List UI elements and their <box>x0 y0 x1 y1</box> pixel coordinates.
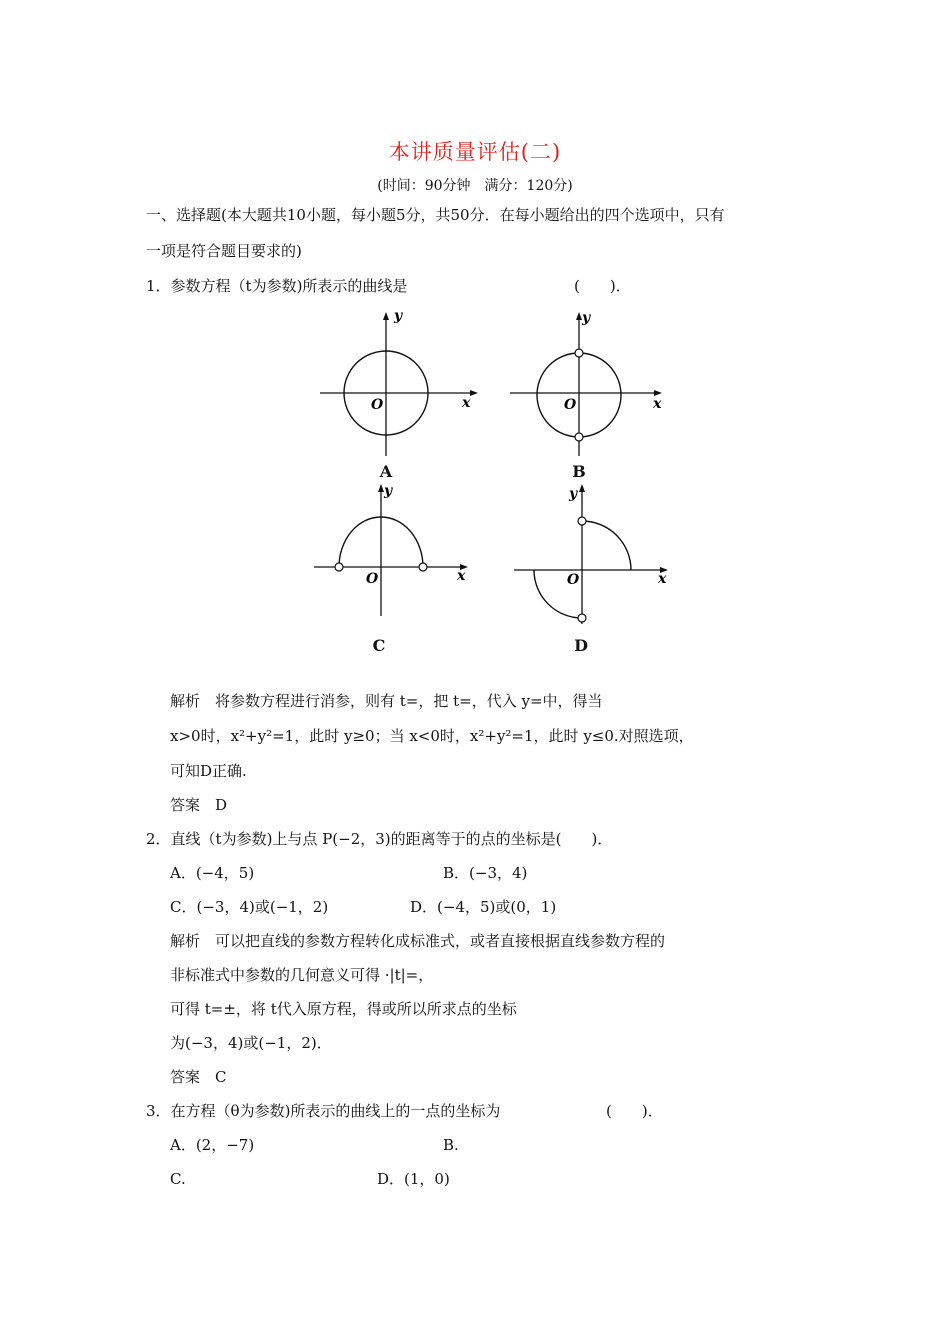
figure-d-y-label: y <box>569 486 578 502</box>
q2-analysis-line2: 非标准式中参数的几何意义可得 ·|t|=， <box>170 966 434 984</box>
q2-analysis-line1: 解析 可以把直线的参数方程转化成标准式，或者直接根据直线参数方程的 <box>170 932 666 950</box>
q3-option-b: B. <box>443 1136 459 1154</box>
figure-c-graph <box>310 480 480 620</box>
section-instructions-line1: 一、选择题(本大题共10小题，每小题5分，共50分．在每小题给出的四个选项中，只有 <box>146 206 725 224</box>
q1-analysis-line1: 解析 将参数方程进行消参，则有 t=，把 t=，代入 y=中，得当 <box>170 692 603 710</box>
exam-info: (时间：90分钟 满分：120分) <box>377 178 573 194</box>
q3-answer-blank: ( )． <box>606 1102 663 1120</box>
q2-option-d: D．(−4，5)或(0，1) <box>410 898 557 916</box>
q2-stem: 2．直线（t为参数)上与点 P(−2，3)的距离等于的点的坐标是( )． <box>146 830 613 848</box>
q3-stem: 3．在方程（θ为参数)所表示的曲线上的一点的坐标为 <box>146 1102 501 1120</box>
figure-c-open-point-left <box>335 563 343 571</box>
figure-b-open-point-bottom <box>575 433 583 441</box>
q2-option-b: B．(−3，4) <box>443 864 528 882</box>
figure-a-graph <box>316 308 486 458</box>
q3-option-c: C. <box>170 1170 186 1188</box>
q3-option-a: A．(2，−7) <box>170 1136 255 1154</box>
q2-option-c: C．(−3，4)或(−1，2) <box>170 898 329 916</box>
q2-option-a: A．(−4，5) <box>170 864 255 882</box>
q3-option-d: D．(1，0) <box>377 1170 450 1188</box>
q1-analysis-line2: x>0时，x²+y²=1，此时 y≥0；当 x<0时，x²+y²=1，此时 y≤0.对照选项， <box>170 727 694 745</box>
figure-b-y-label: y <box>582 310 591 326</box>
figure-c-y-label: y <box>384 483 393 499</box>
figure-a <box>316 308 486 462</box>
figure-d-origin-label: O <box>567 572 580 588</box>
figure-d-open-point-bottom <box>578 614 586 622</box>
section-instructions-line2: 一项是符合题目要求的) <box>146 242 302 260</box>
figure-b-label: B <box>572 462 586 481</box>
figure-c <box>310 480 480 624</box>
figure-b-graph <box>508 308 678 458</box>
figure-a-origin-label: O <box>371 397 384 413</box>
q1-answer-blank: ( )． <box>574 277 631 295</box>
figure-b-open-point-top <box>575 349 583 357</box>
figure-d-graph <box>510 480 680 630</box>
figure-b-x-label: x <box>653 396 662 412</box>
figure-a-label: A <box>379 462 393 481</box>
figure-d-open-point-top <box>578 517 586 525</box>
page-title: 本讲质量评估(二) <box>388 140 562 164</box>
q2-analysis-line3: 可得 t=±，将 t代入原方程，得或所以所求点的坐标 <box>170 1000 517 1018</box>
figure-c-label: C <box>372 636 386 655</box>
figure-d-label: D <box>574 636 588 655</box>
q1-analysis-line3: 可知D正确. <box>170 762 247 780</box>
figure-a-x-label: x <box>462 395 471 411</box>
q1-answer: 答案 D <box>170 796 228 814</box>
figure-b-origin-label: O <box>564 397 577 413</box>
figure-b <box>508 308 678 462</box>
figure-d-x-label: x <box>658 571 667 587</box>
figure-c-x-label: x <box>457 568 466 584</box>
figure-d <box>510 480 680 634</box>
q2-analysis-line4: 为(−3，4)或(−1，2)． <box>170 1034 332 1052</box>
figure-c-origin-label: O <box>366 571 379 587</box>
figure-c-open-point-right <box>419 563 427 571</box>
figure-a-y-label: y <box>394 308 403 324</box>
q2-answer: 答案 C <box>170 1068 227 1086</box>
q1-stem: 1．参数方程（t为参数)所表示的曲线是 <box>146 277 408 295</box>
